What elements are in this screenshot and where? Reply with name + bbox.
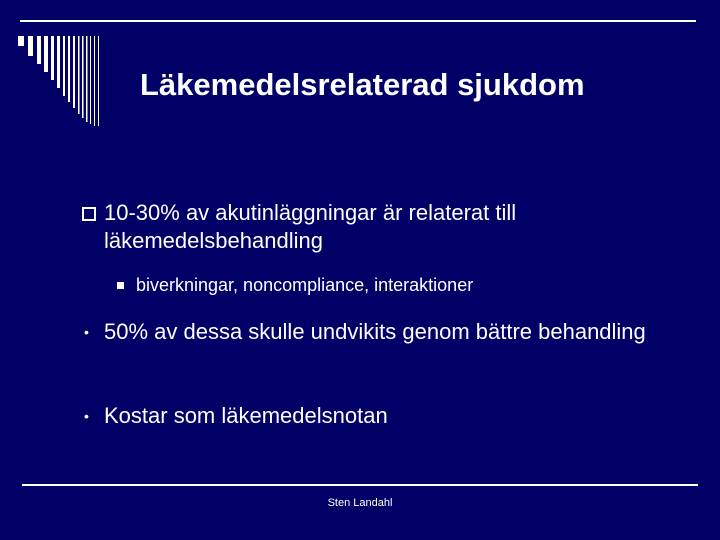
bullet-text: 50% av dessa skulle undvikits genom bättre behandling [104,319,646,344]
decorative-stripes [18,36,118,126]
bullet-text: Kostar som läkemedelsnotan [104,403,388,428]
top-rule [20,20,696,22]
dot-bullet-icon: • [84,324,89,340]
hollow-square-bullet-icon [82,207,96,221]
footer-author: Sten Landahl [327,497,393,509]
filled-square-bullet-icon [117,282,124,289]
slide-title: Läkemedelsrelaterad sjukdom [140,67,585,102]
bullet-text: 10-30% av akutinläggningar är relaterat till läkemedelsbehandling [104,200,517,253]
footer-rule [22,484,698,486]
dot-bullet-icon: • [84,408,89,424]
sub-bullet-text: biverkningar, noncompliance, interaktioner [136,275,474,295]
